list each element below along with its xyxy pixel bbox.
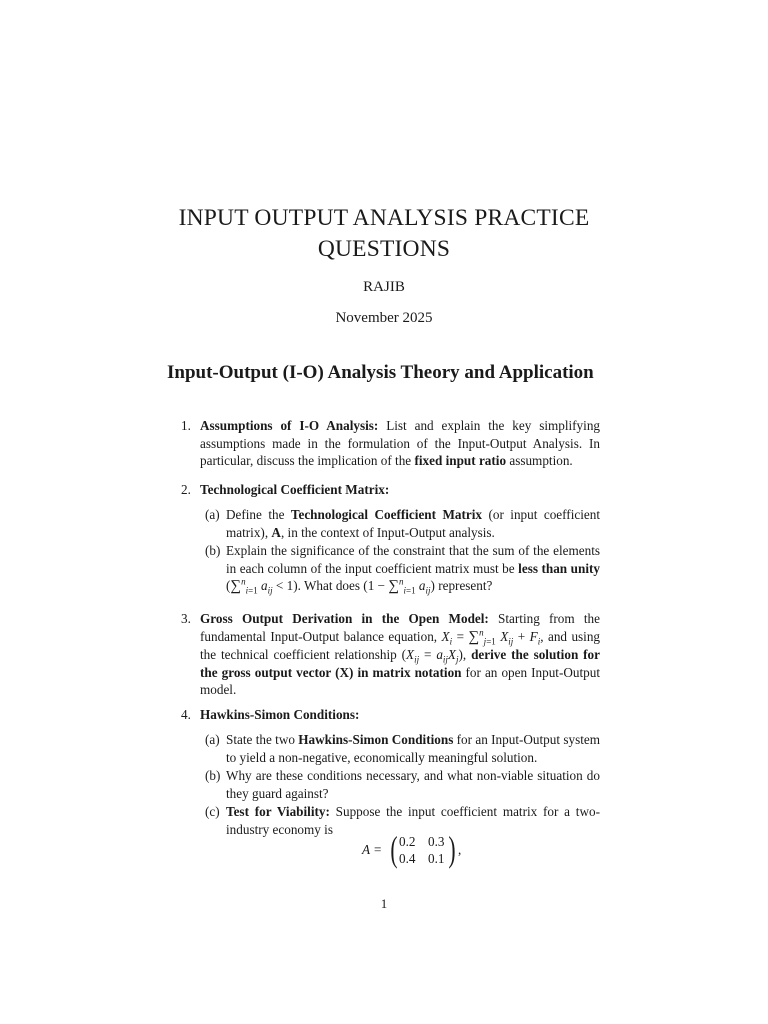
question-text: List and explain the key simplifying assumptions made in the formulation of the Input-Output Analysis. In particular, discuss the implication of the: [200, 418, 601, 468]
emphasis: Test for Viability:: [226, 804, 330, 819]
matrix-cell: 0.3: [428, 834, 445, 849]
matrix-equation: [362, 829, 482, 870]
subpart-body: [226, 506, 600, 541]
matrix-cell: 0.2: [399, 834, 416, 849]
matrix-cell: 0.1: [428, 851, 445, 866]
subpart-label: (b): [205, 768, 221, 783]
matrix-cell: 0.4: [399, 851, 416, 866]
question-2a: [205, 506, 600, 541]
subpart-body: [226, 542, 600, 596]
subpart-label: (a): [205, 732, 220, 747]
section-title: Input-Output (I-O) Analysis Theory and Application: [167, 362, 594, 383]
subpart-text: State the two: [226, 732, 299, 747]
sum-expression: ∑$^n_{i=1}$ $a_{ij}$: [230, 576, 273, 596]
question-3: [167, 610, 600, 699]
subpart-text: , in the context of Input-Output analysis.: [280, 524, 495, 540]
subpart-text: ) represent?: [430, 578, 493, 593]
coefficient-relation: $X_{ij} = a_{ij}X_j$: [406, 647, 459, 665]
subpart-label: (a): [205, 507, 220, 522]
emphasis: less than unity: [518, 560, 600, 576]
page-number: 1: [380, 896, 388, 911]
question-text: ),: [458, 647, 472, 662]
question-4: [167, 706, 600, 724]
matrix-lhs: A =: [362, 842, 383, 857]
document-title: INPUT OUTPUT ANALYSIS PRACTICE QUESTIONS: [178, 205, 590, 262]
question-heading: Gross Output Derivation in the Open Model:: [200, 611, 489, 626]
matrix-symbol: A: [271, 524, 281, 540]
emphasis: derive the solution for the gross output vector (X) in matrix notation: [200, 647, 600, 680]
question-4a: [205, 731, 600, 766]
date: November 2025: [335, 310, 433, 326]
question-heading: Technological Coefficient Matrix:: [200, 482, 390, 497]
question-2: [167, 481, 600, 499]
subpart-text: Suppose the input coefficient matrix for a two-industry economy is: [226, 804, 600, 837]
question-number: 2.: [181, 482, 191, 497]
question-text: Starting from the fundamental Input-Output balance equation,: [200, 611, 600, 644]
subpart-label: (c): [205, 804, 220, 819]
subpart-text: Define the: [226, 507, 291, 522]
question-heading: Hawkins-Simon Conditions:: [200, 707, 360, 722]
balance-equation: $X_i = \sum^n_{j=1}$ $X_{ij} + F_i$: [441, 627, 541, 647]
question-heading: Assumptions of I-O Analysis:: [200, 418, 379, 433]
emphasis: Technological Coefficient Matrix: [290, 507, 483, 522]
right-paren: ): [448, 829, 456, 869]
sum-expression: ∑$^n_{i=1}$ $a_{ij}$: [388, 576, 431, 596]
subpart-text: < 1). What does (1 −: [272, 578, 389, 593]
emphasis: fixed input ratio: [414, 453, 507, 468]
subpart-text: Explain the significance of the constraint that the sum of the elements in each column of the input coefficient matrix must be: [226, 543, 600, 576]
question-4b: [205, 767, 600, 802]
question-body: [200, 481, 600, 499]
question-body: [200, 417, 600, 470]
subpart-label: (b): [205, 543, 221, 558]
subpart-body: Why are these conditions necessary, and what non-viable situation do they guard against?: [226, 768, 600, 801]
question-text: for an open Input-Output model.: [200, 664, 600, 697]
left-paren: (: [390, 829, 398, 869]
question-body: [200, 610, 600, 699]
question-2b: [205, 542, 600, 596]
question-body: [200, 706, 600, 724]
subpart-text: (or input coefficient matrix),: [226, 507, 600, 540]
question-number: 4.: [181, 707, 191, 722]
matrix-trailing-comma: ,: [458, 842, 462, 857]
emphasis: Hawkins-Simon Conditions: [298, 732, 454, 747]
subpart-text: for an Input-Output system to yield a non-negative, economically meaningful solution.: [226, 732, 600, 765]
question-1: [167, 417, 600, 470]
subpart-body: [226, 731, 600, 766]
question-text: assumption.: [506, 453, 573, 468]
question-number: 3.: [181, 611, 191, 626]
subpart-text: (: [226, 578, 231, 593]
question-number: 1.: [181, 418, 191, 433]
author: RAJIB: [363, 279, 405, 295]
question-text: , and using the technical coefficient relationship (: [200, 628, 601, 662]
